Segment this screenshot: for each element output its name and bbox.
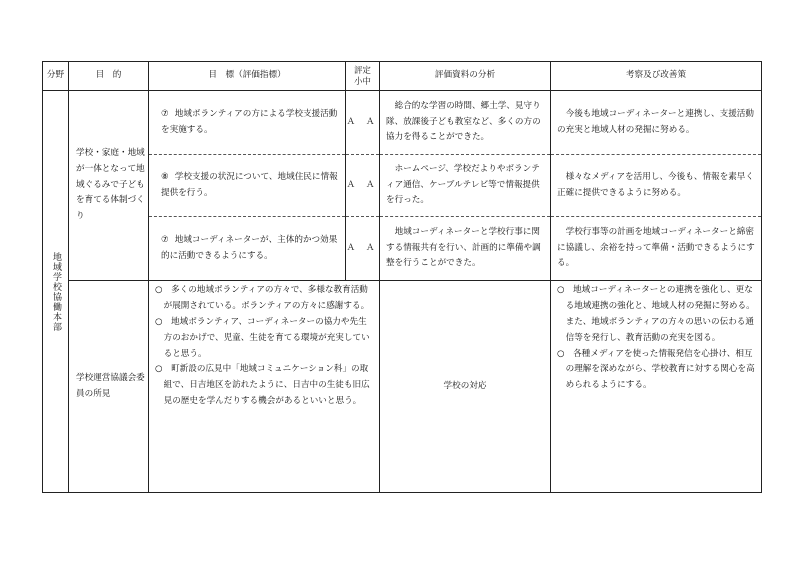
- goal-cell: [149, 91, 346, 155]
- committee-comments-cell: [149, 281, 380, 493]
- rating-text: Ａ Ａ: [346, 179, 379, 190]
- rating-text: Ａ Ａ: [346, 242, 379, 253]
- analysis-text: ホームページ、学校だよりやボランティア通信、ケーブルテレビ等で情報提供を行った。: [386, 163, 540, 206]
- response-cell: [551, 281, 762, 493]
- section-label: 地域学校協働本部: [51, 251, 61, 332]
- measures-text: 学校行事等の計画を地域コーディネーターと綿密に協議し、余裕を持って準備・活動できるようにする。: [557, 226, 755, 269]
- committee-comment: ○ 多くの地域ボランティアの方々で、多様な教育活動が展開されている。ボランティアの方々に感謝する。: [155, 285, 370, 311]
- evaluation-table: [42, 61, 762, 493]
- header-bunseki: 評価資料の分析: [380, 62, 551, 91]
- committee-label-cell: [69, 281, 149, 493]
- goal-text: 地域コーディネーターが、主体的かつ効果的に活動できるようにする。: [161, 234, 338, 261]
- response-label: 学校の対応: [443, 380, 487, 391]
- goal-row: [43, 155, 762, 217]
- committee-row: [43, 281, 762, 387]
- analysis-cell: [380, 91, 551, 155]
- goal-cell: [149, 217, 346, 281]
- response-label-cell: [380, 281, 551, 493]
- goal-row: [43, 91, 762, 155]
- goal-number: ⑦: [161, 234, 169, 245]
- analysis-text: 地域コーディネーターと学校行事に関する情報共有を行い、計画的に準備や調整を行うことができた。: [386, 226, 541, 269]
- rating-text: Ａ Ａ: [346, 116, 379, 127]
- header-row: [43, 62, 762, 91]
- rating-cell: [346, 217, 380, 281]
- committee-label: 学校運営協議会委員の所見: [76, 372, 145, 399]
- committee-comment: ○ 地域ボランティア、コーディネーターの協力や先生方のおかげで、児童、生徒を育てる環境が充実していると思う。: [155, 316, 370, 359]
- analysis-text: 総合的な学習の時間、郷土学、見守り隊、放課後子ども教室など、多くの方の協力を得ることができた。: [386, 100, 541, 143]
- analysis-cell: [380, 155, 551, 217]
- header-bunya: 分野: [43, 62, 69, 91]
- goal-number: ⑧: [161, 171, 169, 182]
- committee-comment: ○ 町新設の広見中「地域コミュニケーション科」の取組で、日吉地区を訪れたように、日吉中の生徒も旧広見の歴史を学んだりする機会があるといいと思う。: [155, 364, 370, 407]
- header-mokuhyo: 目 標（評価指標）: [149, 62, 346, 91]
- analysis-cell: [380, 217, 551, 281]
- measures-cell: [551, 155, 762, 217]
- goal-row: [43, 217, 762, 281]
- header-hyotei-bottom: 小中: [354, 76, 371, 86]
- measures-cell: [551, 91, 762, 155]
- purpose-text: 学校・家庭・地域が一体となって地域ぐるみで子どもを育てる体制づくり: [76, 147, 145, 222]
- response-item: ○ 各種メディアを使った情報発信を心掛け、相互の理解を深めながら、学校教育に対する関心を高められるようにする。: [557, 348, 755, 391]
- measures-cell: [551, 217, 762, 281]
- rating-cell: [346, 91, 380, 155]
- goal-number: ⑦: [161, 108, 169, 119]
- section-cell: [43, 91, 69, 493]
- goal-text: 学校支援の状況について、地域住民に情報提供を行う。: [161, 171, 338, 198]
- purpose-cell: [69, 91, 149, 281]
- header-mokuteki: 目 的: [69, 62, 149, 91]
- measures-text: 今後も地域コーディネーターと連携し、支援活動の充実と地域人材の発掘に努める。: [557, 108, 754, 135]
- rating-cell: [346, 155, 380, 217]
- header-hyotei: [346, 62, 380, 91]
- measures-text: 様々なメディアを活用し、今後も、情報を素早く正確に提供できるように努める。: [557, 171, 754, 198]
- goal-cell: [149, 155, 346, 217]
- header-kousatsu: 考察及び改善策: [551, 62, 762, 91]
- goal-text: 地域ボランティアの方による学校支援活動を実施する。: [161, 108, 338, 135]
- evaluation-sheet: [42, 61, 761, 491]
- header-hyotei-top: 評定: [354, 65, 371, 76]
- response-item: ○ 地域コーディネーターとの連携を強化し、更なる地域連携の強化と、地域人材の発掘に努める。また、地域ボランティアの方々の思いの伝わる通信等を発行し、教育活動の充実を図る。: [557, 285, 755, 343]
